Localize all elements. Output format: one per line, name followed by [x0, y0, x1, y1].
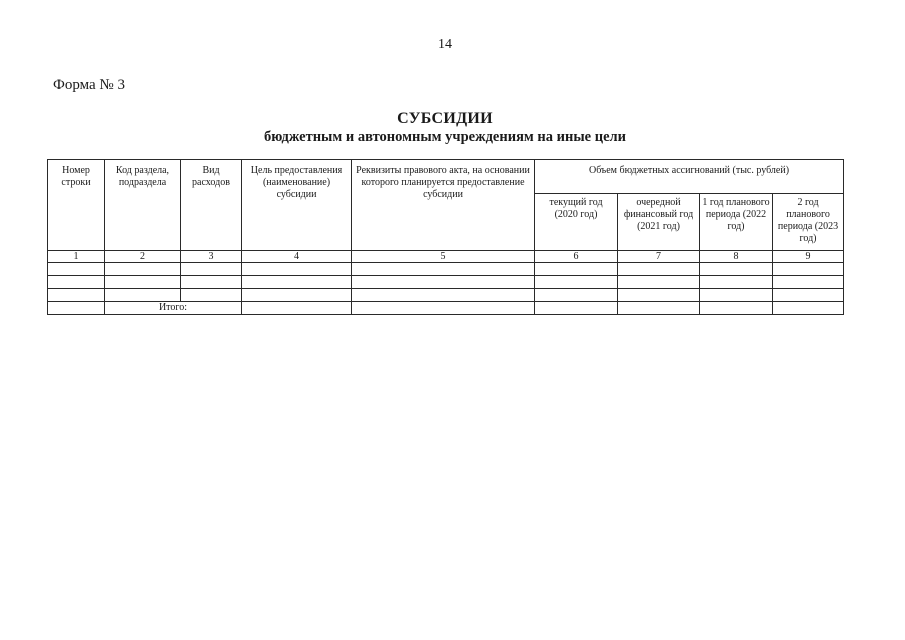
- subsidies-table: [47, 159, 844, 315]
- document-subtitle: бюджетным и автономным учреждениям на иные цели: [263, 129, 627, 145]
- form-label: Форма № 3: [53, 77, 125, 93]
- table-cell: [773, 276, 844, 289]
- column-number: 1: [48, 251, 105, 263]
- table-cell: [700, 276, 773, 289]
- table-cell: [773, 263, 844, 276]
- table-cell: [618, 302, 700, 315]
- table-cell: [535, 289, 618, 302]
- table-cell: [242, 276, 352, 289]
- table-cell: [618, 263, 700, 276]
- table-cell: [242, 302, 352, 315]
- column-number: 4: [242, 251, 352, 263]
- column-number: 7: [618, 251, 700, 263]
- total-row: [48, 302, 844, 315]
- table-cell: [352, 276, 535, 289]
- table-cell: [352, 302, 535, 315]
- header-current-year: текущий год (2020 год): [535, 194, 618, 251]
- table-cell: [181, 276, 242, 289]
- table-cell: [352, 289, 535, 302]
- column-number: 3: [181, 251, 242, 263]
- table-row: [48, 263, 844, 276]
- column-number: 8: [700, 251, 773, 263]
- header-section-code: Код раздела, подраздела: [105, 160, 181, 251]
- table-cell: [105, 289, 181, 302]
- table-cell: [352, 263, 535, 276]
- header-next-year: очередной финансовый год (2021 год): [618, 194, 700, 251]
- table-cell: [773, 289, 844, 302]
- table-cell: [242, 289, 352, 302]
- table-row: [48, 276, 844, 289]
- header-plan-year-1: 1 год планового периода (2022 год): [700, 194, 773, 251]
- column-number: 5: [352, 251, 535, 263]
- column-numbers-row: [48, 251, 844, 263]
- header-budget-group: Объем бюджетных ассигнований (тыс. рублей): [535, 160, 844, 194]
- table-cell: [105, 276, 181, 289]
- column-number: 6: [535, 251, 618, 263]
- header-purpose: Цель предоставления (наименование) субсидии: [242, 160, 352, 251]
- table-cell: [700, 263, 773, 276]
- table-cell: [535, 263, 618, 276]
- table-cell: [700, 302, 773, 315]
- table-cell: [105, 263, 181, 276]
- column-number: 2: [105, 251, 181, 263]
- header-row-number: Номер строки: [48, 160, 105, 251]
- total-label: Итого:: [105, 302, 242, 315]
- table-row: [48, 289, 844, 302]
- page-number: 14: [438, 37, 452, 52]
- document-title: СУБСИДИИ: [397, 110, 493, 127]
- table-cell: [48, 289, 105, 302]
- table-cell: [48, 302, 105, 315]
- table-cell: [618, 289, 700, 302]
- table-cell: [773, 302, 844, 315]
- table-cell: [700, 289, 773, 302]
- table-cell: [618, 276, 700, 289]
- table-cell: [48, 263, 105, 276]
- header-legal-act: Реквизиты правового акта, на основании которого планируется предоставление субсидии: [352, 160, 535, 251]
- table-cell: [48, 276, 105, 289]
- header-expense-type: Вид расходов: [181, 160, 242, 251]
- column-number: 9: [773, 251, 844, 263]
- header-plan-year-2: 2 год планового периода (2023 год): [773, 194, 844, 251]
- table-cell: [181, 289, 242, 302]
- table-cell: [181, 263, 242, 276]
- table-cell: [242, 263, 352, 276]
- table-cell: [535, 276, 618, 289]
- title-block: [0, 110, 890, 146]
- table-cell: [535, 302, 618, 315]
